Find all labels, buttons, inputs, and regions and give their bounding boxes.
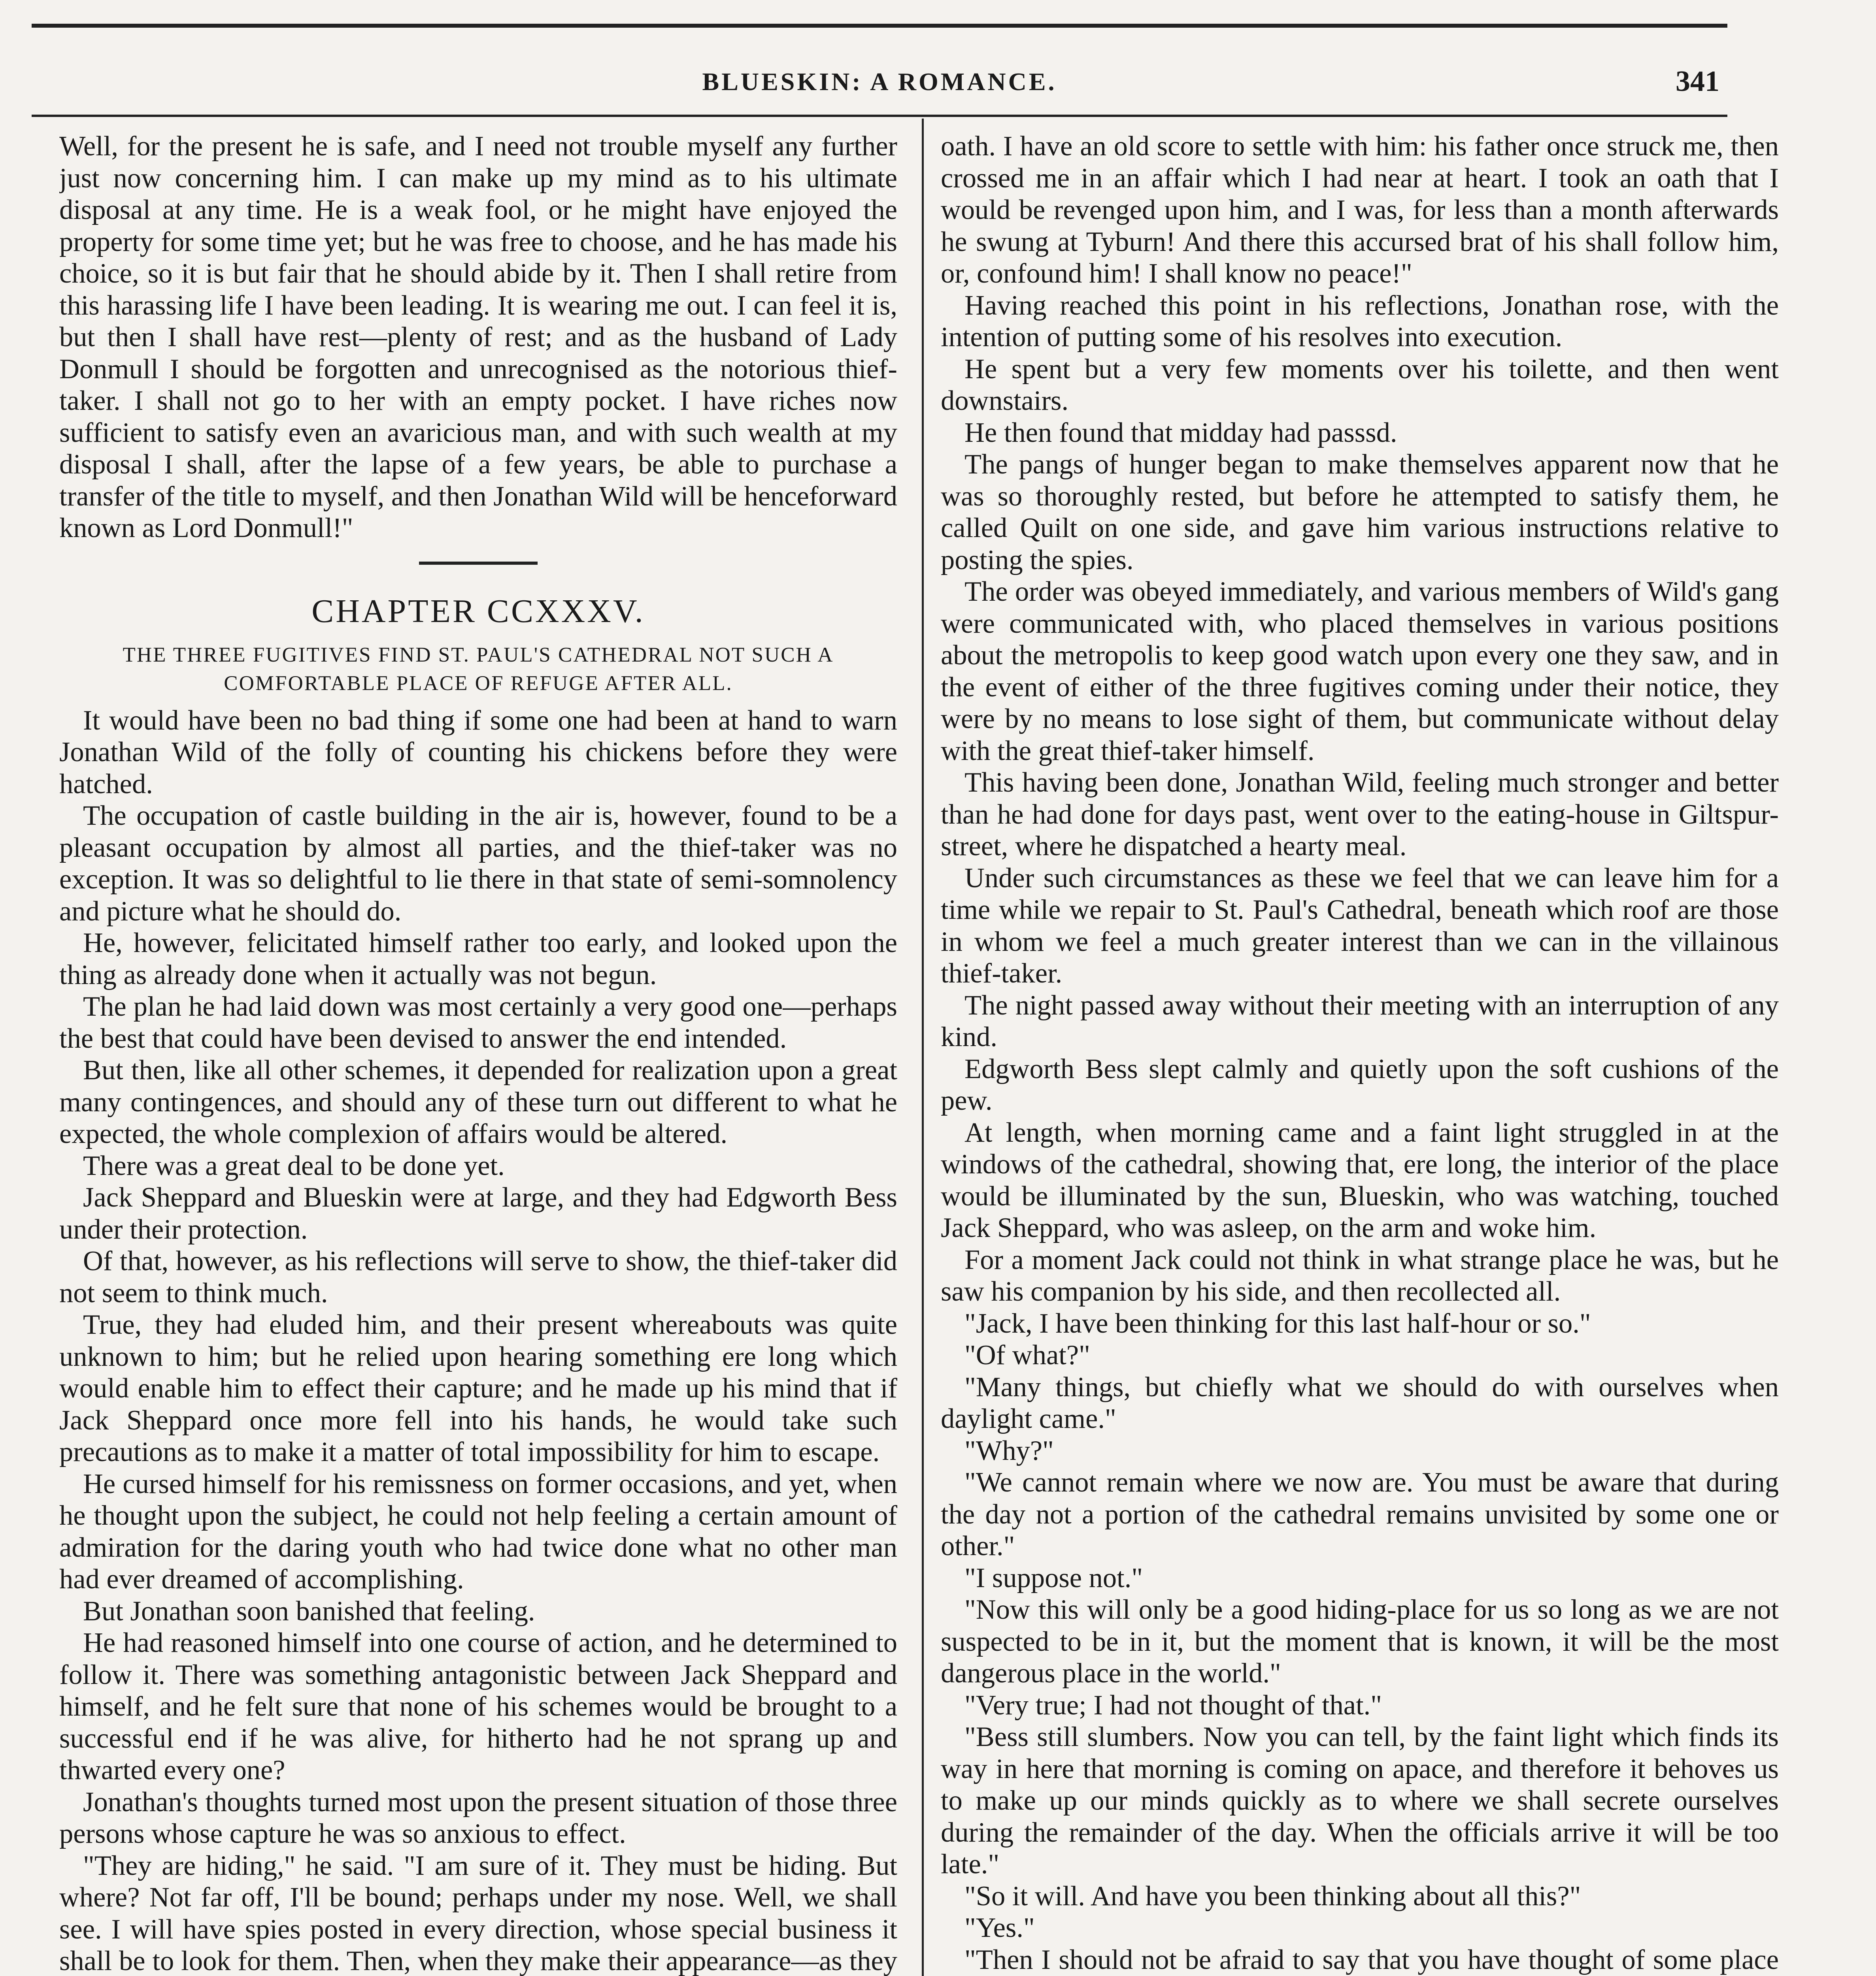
- header-rule: [32, 115, 1727, 117]
- paragraph: He, however, felicitated himself rather too early, and looked upon the thing as already done when it actually was not begun.: [59, 928, 897, 990]
- paragraph: Under such circumstances as these we feel that we can leave him for a time while we repair to St. Paul's Cathedral, beneath which roof are those in whom we feel a much greater interest than we can in the villainous thief-taker.: [941, 862, 1779, 989]
- paragraph: "Yes.": [964, 1912, 1035, 1943]
- top-border-rule: [32, 24, 1727, 28]
- paragraph: The order was obeyed immediately, and various members of Wild's gang were communicated with, who placed themselves in various positions about the metropolis to keep good watch upon every one they saw, and in the event of either of the three fugitives coming under their notice, they were by no means to lose sight of them, but communicate without delay with the great thief-taker himself.: [941, 576, 1779, 766]
- paragraph: "Very true; I had not thought of that.": [964, 1689, 1382, 1721]
- paragraph: He cursed himself for his remissness on former occasions, and yet, when he thought upon the subject, he could not help feeling a certain amount of admiration for the daring youth who had twice done what no other man had ever dreamed of accomplishing.: [59, 1468, 897, 1595]
- paragraph: "So it will. And have you been thinking about all this?": [964, 1880, 1581, 1912]
- paragraph: The pangs of hunger began to make themselves apparent now that he was so thoroughly rested, but before he attempted to satisfy them, he called Quilt on one side, and gave him various instructions relative to posting the spies.: [941, 449, 1779, 575]
- paragraph: Having reached this point in his reflections, Jonathan rose, with the intention of putting some of his resolves into execution.: [941, 290, 1779, 353]
- paragraph: "Bess still slumbers. Now you can tell, by the faint light which finds its way in here that morning is coming on apace, and therefore it behoves us to make up our minds quickly as to where we shall secrete ourselves during the remainder of the day. When the officials arrive it will be too late.": [941, 1721, 1779, 1880]
- paragraph: For a moment Jack could not think in what strange place he was, but he saw his companion by his side, and then recollected all.: [941, 1244, 1779, 1307]
- paragraph: "I suppose not.": [964, 1562, 1143, 1593]
- right-column: [941, 130, 1779, 1976]
- left-column: [59, 130, 897, 1976]
- page-number: 341: [1676, 65, 1719, 98]
- paragraph: "Then I should not be afraid to say that you have thought of some place: [964, 1944, 1779, 1975]
- paragraph: The plan he had laid down was most certainly a very good one—perhaps the best that could have been devised to answer the end intended.: [59, 991, 897, 1054]
- paragraph: "We cannot remain where we now are. You must be aware that during the day not a portion of the cathedral remains unvisited by some one or other.": [941, 1467, 1779, 1561]
- chapter-subtitle: THE THREE FUGITIVES FIND ST. PAUL'S CATHEDRAL NOT SUCH A COMFORTABLE PLACE OF REFUGE AFTER ALL.: [123, 643, 834, 695]
- paragraph: "Of what?": [964, 1340, 1090, 1371]
- paragraph: Jonathan's thoughts turned most upon the present situation of those three persons whose capture he was so anxious to effect.: [59, 1786, 897, 1849]
- paragraph: The night passed away without their meeting with an interruption of any kind.: [941, 990, 1779, 1052]
- chapter-title: CHAPTER CCXXXV.: [311, 592, 645, 630]
- paragraph: oath. I have an old score to settle with him: his father once struck me, then crossed me in an affair which I had near at heart. I took an oath that I would be revenged upon him, and I was, for less than a month afterwards he swung at Tyburn! And there this accursed brat of his shall follow him, or, confound him! I shall know no peace!": [941, 131, 1779, 289]
- paragraph: This having been done, Jonathan Wild, feeling much stronger and better than he had done for days past, went over to the eating-house in Giltspur-street, where he dispatched a hearty meal.: [941, 767, 1779, 862]
- paragraph: True, they had eluded him, and their present whereabouts was quite unknown to him; but he relied upon hearing something ere long which would enable him to effect their capture; and he made up his mind that if Jack Sheppard once more fell into his hands, he would take such precautions as to make it a matter of total impossibility for him to escape.: [59, 1309, 897, 1467]
- paragraph: "Many things, but chiefly what we should do with ourselves when daylight came.": [941, 1371, 1779, 1434]
- paragraph: He spent but a very few moments over his toilette, and then went downstairs.: [941, 353, 1779, 416]
- paragraph: Of that, however, as his reflections will serve to show, the thief-taker did not seem to think much.: [59, 1246, 897, 1309]
- paragraph: "Why?": [964, 1435, 1054, 1466]
- paragraph: But Jonathan soon banished that feeling.: [83, 1595, 535, 1627]
- paragraph: Jack Sheppard and Blueskin were at large, and they had Edgworth Bess under their protection.: [59, 1182, 897, 1245]
- paragraph: "Now this will only be a good hiding-place for us so long as we are not suspected to be in it, but the moment that is known, it will be the most dangerous place in the world.": [941, 1594, 1779, 1689]
- paragraph: Edgworth Bess slept calmly and quietly upon the soft cushions of the pew.: [941, 1053, 1779, 1116]
- section-separator: [419, 562, 538, 565]
- running-title: BLUESKIN: A ROMANCE.: [702, 68, 1057, 96]
- paragraph: At length, when morning came and a faint light struggled in at the windows of the cathedral, showing that, ere long, the interior of the place would be illuminated by the sun, Blueskin, who was watching, touched Jack Sheppard, who was asleep, on the arm and woke him.: [941, 1117, 1779, 1243]
- page-header: [32, 67, 1727, 103]
- paragraph: There was a great deal to be done yet.: [83, 1150, 505, 1181]
- paragraph: He had reasoned himself into one course of action, and he determined to follow it. There was something antagonistic between Jack Sheppard and himself, and he felt sure that none of his schemes would be brought to a successful end if he was alive, for hitherto had he not sprang up and thwarted every one?: [59, 1627, 897, 1786]
- paragraph: It would have been no bad thing if some one had been at hand to warn Jonathan Wild of the folly of counting his chickens before they were hatched.: [59, 705, 897, 799]
- paragraph: "Jack, I have been thinking for this last half-hour or so.": [964, 1308, 1591, 1339]
- paragraph: Well, for the present he is safe, and I need not trouble myself any further just now concerning him. I can make up my mind as to his ultimate disposal at any time. He is a weak fool, or he might have enjoyed the property for some time yet; but he was free to choose, and he has made his choice, so it is but fair that he should abide by it. Then I shall retire from this harassing life I have been leading. It is wearing me out. I can feel it is, but then I shall have rest—plenty of rest; and as the husband of Lady Donmull I should be forgotten and unrecognised as the notorious thief-taker. I shall not go to her with an empty pocket. I have riches now sufficient to satisfy even an avaricious man, and with such wealth at my disposal I shall, after the lapse of a few years, be able to purchase a transfer of the title to myself, and then Jonathan Wild will be henceforward known as Lord Donmull!": [59, 131, 897, 543]
- paragraph: He then found that midday had passsd.: [964, 417, 1397, 448]
- column-divider: [922, 119, 924, 1976]
- paragraph: The occupation of castle building in the air is, however, found to be a pleasant occupation by almost all parties, and the thief-taker was no exception. It was so delightful to lie there in that state of semi-somnolency and picture what he should do.: [59, 800, 897, 927]
- paragraph: But then, like all other schemes, it depended for realization upon a great many contingences, and should any of these turn out different to what he expected, the whole complexion of affairs would be altered.: [59, 1055, 897, 1149]
- paragraph: "They are hiding," he said. "I am sure of it. They must be hiding. But where? Not far off, I'll be bound; perhaps under my nose. Well, we shall see. I will have spies posted in every direction, whose special business it shall be to look for them. Then, when they make their appearance—as they: [59, 1850, 897, 1976]
